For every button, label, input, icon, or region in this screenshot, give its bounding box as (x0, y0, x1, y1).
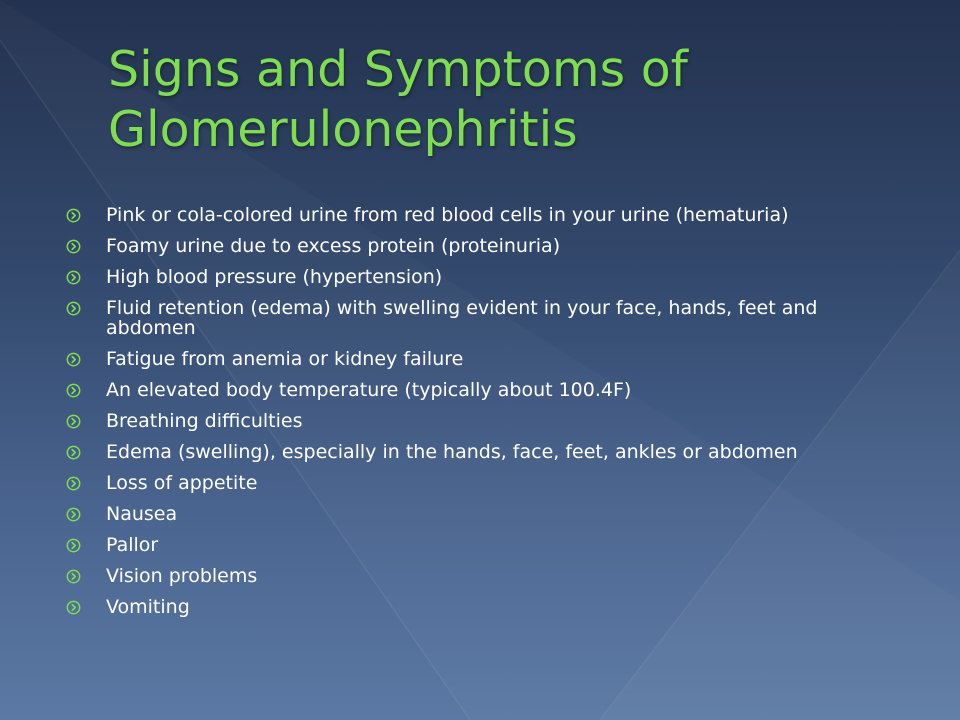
circled-arrow-icon (66, 445, 81, 460)
list-item-text: Pink or cola-colored urine from red blood cells in your urine (hematuria) (106, 204, 789, 226)
list-item-text: Fluid retention (edema) with swelling evident in your face, hands, feet and abdomen (106, 297, 818, 339)
circled-arrow-icon (66, 239, 81, 254)
circled-arrow-icon (66, 414, 81, 429)
circled-arrow-icon (66, 476, 81, 491)
list-item-text: Breathing difficulties (106, 410, 303, 432)
circled-arrow-icon (66, 600, 81, 615)
list-item (66, 504, 886, 524)
circled-arrow-icon (66, 383, 81, 398)
list-item-text: High blood pressure (hypertension) (106, 266, 443, 288)
circled-arrow-icon (66, 569, 81, 584)
circled-arrow-icon (66, 208, 81, 223)
list-item (66, 298, 886, 338)
list-item-text: Loss of appetite (106, 472, 258, 494)
slide-title-line-2: Glomerulonephritis (108, 101, 578, 158)
list-item (66, 566, 886, 586)
list-item (66, 411, 886, 431)
list-item (66, 535, 886, 555)
list-item (66, 442, 886, 462)
symptoms-list (66, 205, 886, 628)
list-item (66, 597, 886, 617)
slide-title (108, 40, 928, 160)
list-item-text: Edema (swelling), especially in the hands, face, feet, ankles or abdomen (106, 441, 798, 463)
list-item-text: Vomiting (106, 596, 190, 618)
slide-title-line-1: Signs and Symptoms of (108, 41, 688, 98)
circled-arrow-icon (66, 538, 81, 553)
list-item-text: Pallor (106, 534, 159, 556)
list-item (66, 236, 886, 256)
list-item-text: Foamy urine due to excess protein (proteinuria) (106, 235, 561, 257)
list-item (66, 349, 886, 369)
list-item-text: Fatigue from anemia or kidney failure (106, 348, 464, 370)
list-item (66, 380, 886, 400)
circled-arrow-icon (66, 270, 81, 285)
list-item (66, 473, 886, 493)
list-item-text: An elevated body temperature (typically about 100.4F) (106, 379, 632, 401)
list-item (66, 205, 886, 225)
list-item-text: Vision problems (106, 565, 258, 587)
list-item (66, 267, 886, 287)
circled-arrow-icon (66, 352, 81, 367)
circled-arrow-icon (66, 507, 81, 522)
list-item-text: Nausea (106, 503, 178, 525)
circled-arrow-icon (66, 301, 81, 316)
